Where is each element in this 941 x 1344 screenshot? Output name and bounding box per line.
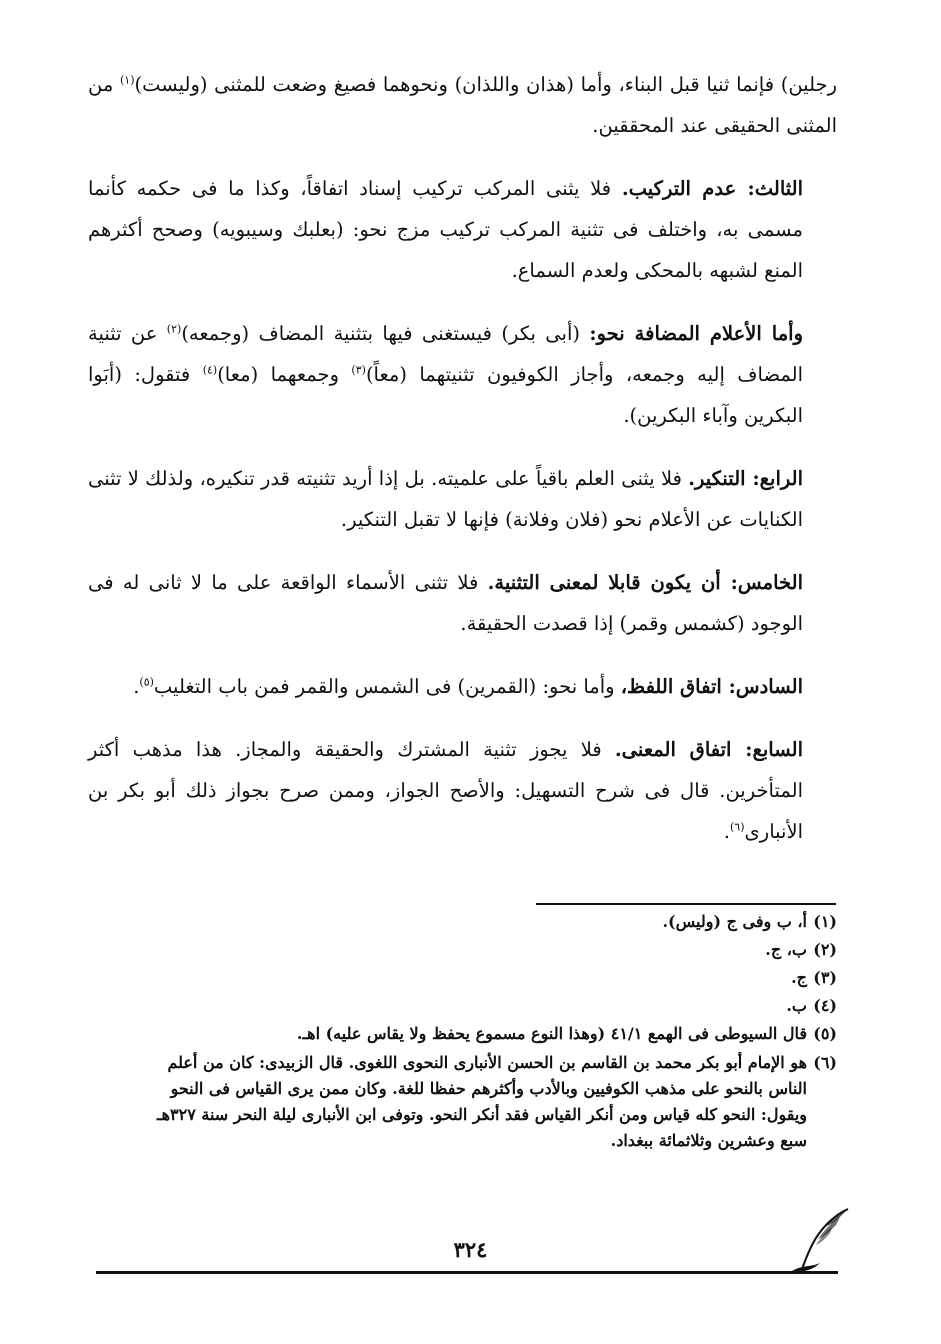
paragraph-text: فلا يجوز تثنية المشترك والحقيقة والمجاز. هذا مذهب أكثر المتأخرين. قال فى شرح التسهيل: والأصح الجواز، وممن صرح بجواز ذلك أبو بكر بن الأنبارى xyxy=(88,738,803,843)
paragraph-heading: السابع: اتفاق المعنى. xyxy=(614,738,803,761)
paragraph-tail: وجمعهما (معا) xyxy=(217,363,352,386)
paragraph-text: وأما نحو: (القمرين) فى الشمس والقمر فمن باب التغليب xyxy=(153,675,621,698)
footnotes xyxy=(150,910,837,1162)
footnote-ref: (٣) xyxy=(351,363,366,377)
paragraph-tail: . xyxy=(133,675,140,698)
quill-pen-icon xyxy=(790,1205,852,1275)
paragraph-heading: وأما الأعلام المضافة نحو: xyxy=(589,322,803,345)
paragraph-tail: من المثنى الحقيقى عند المحققين. xyxy=(88,73,837,137)
footnote-text: أ، ب وفى ج (وليس). xyxy=(662,912,807,931)
footnote-ref: (٦) xyxy=(730,820,745,834)
footnote-text: ج. xyxy=(791,968,807,987)
footnote-5 xyxy=(150,1022,837,1046)
footnote-number: (٦) xyxy=(813,1053,837,1072)
footnote-text: قال السيوطى فى الهمع ٤١/١ (وهذا النوع مسموع يحفظ ولا يقاس عليه) اهـ. xyxy=(296,1024,807,1043)
footnote-number: (١) xyxy=(813,912,837,931)
footnote-4 xyxy=(150,994,837,1018)
footnote-6 xyxy=(150,1050,837,1154)
footnote-1 xyxy=(150,910,837,934)
paragraph-1 xyxy=(88,64,837,146)
paragraph-4 xyxy=(88,458,837,540)
paragraph-text: فلا يثنى المركب تركيب إسناد اتفاقاً، وكذا ما فى حكمه كأنما مسمى به، واختلف فى تثنية المركب تركيب مزج نحو: (بعلبك وسيبويه) وصحح أكثرهم المنع لشبهه بالمحكى ولعدم السماع. xyxy=(88,177,803,282)
footnote-3 xyxy=(150,966,837,990)
paragraph-5 xyxy=(88,562,837,644)
footnote-ref: (٢) xyxy=(166,322,182,336)
footnote-ref: (٥) xyxy=(139,675,154,689)
paragraph-text: (أبى بكر) فيستغنى فيها بتثنية المضاف (وجمعه) xyxy=(181,322,590,345)
paragraph-3 xyxy=(88,313,837,436)
footnote-number: (٣) xyxy=(813,968,837,987)
footnote-text: هو الإمام أبو بكر محمد بن القاسم بن الحسن الأنبارى النحوى اللغوى. قال الزبيدى: كان من أعلم الناس بالنحو على مذهب الكوفيين وبالأدب وأكثرهم حفظا للغة. وكان ممن يرى القياس فى النحو ويقول: النحو كله قياس ومن أنكر القياس فقد أنكر النحو. وتوفى ابن الأنبارى ليلة النحر سنة ٣٢٧هـ سبع وعشرين وثلاثمائة ببغداد. xyxy=(156,1053,807,1150)
paragraph-tail: عن تثنية المضاف إليه وجمعه، وأجاز الكوفيون تثنيتهما (معاً) xyxy=(88,322,803,386)
paragraph-2 xyxy=(88,168,837,291)
footnote-number: (٤) xyxy=(813,996,837,1015)
paragraph-tail: . xyxy=(723,820,730,843)
footnote-separator xyxy=(536,903,836,905)
footnote-2 xyxy=(150,938,837,962)
paragraph-text: فلا تثنى الأسماء الواقعة على ما لا ثانى له فى الوجود (كشمس وقمر) إذا قصدت الحقيقة. xyxy=(88,571,803,635)
footnote-number: (٥) xyxy=(813,1024,837,1043)
paragraph-heading: الخامس: أن يكون قابلا لمعنى التثنية. xyxy=(487,571,803,594)
paragraph-heading: الرابع: التنكير. xyxy=(688,467,803,490)
paragraph-heading: السادس: اتفاق اللفظ، xyxy=(620,675,803,698)
paragraph-text: رجلين) فإنما ثنيا قبل البناء، وأما (هذان واللذان) ونحوهما فصيغ وضعت للمثنى (وليست) xyxy=(134,73,837,96)
paragraph-heading: الثالث: عدم التركيب. xyxy=(621,177,804,200)
footnote-number: (٢) xyxy=(813,940,837,959)
paragraph-7 xyxy=(88,729,837,852)
main-text xyxy=(88,64,837,874)
footnote-ref: (٤) xyxy=(202,363,218,377)
paragraph-tail: فتقول: (أبَوا البكرين وآباء البكرين). xyxy=(88,363,803,427)
bottom-rule xyxy=(96,1271,838,1274)
footnote-ref: (١) xyxy=(119,73,135,87)
paragraph-6 xyxy=(88,666,837,707)
paragraph-text: فلا يثنى العلم باقياً على علميته. بل إذا أريد تثنيته قدر تنكيره، ولذلك لا تثنى الكنايات عن الأعلام نحو (فلان وفلانة) فإنها لا تقبل التنكير. xyxy=(88,467,803,531)
page-number: ٣٢٤ xyxy=(453,1237,488,1262)
footnote-text: ب، ج. xyxy=(765,940,807,959)
footnote-text: ب. xyxy=(786,996,807,1015)
